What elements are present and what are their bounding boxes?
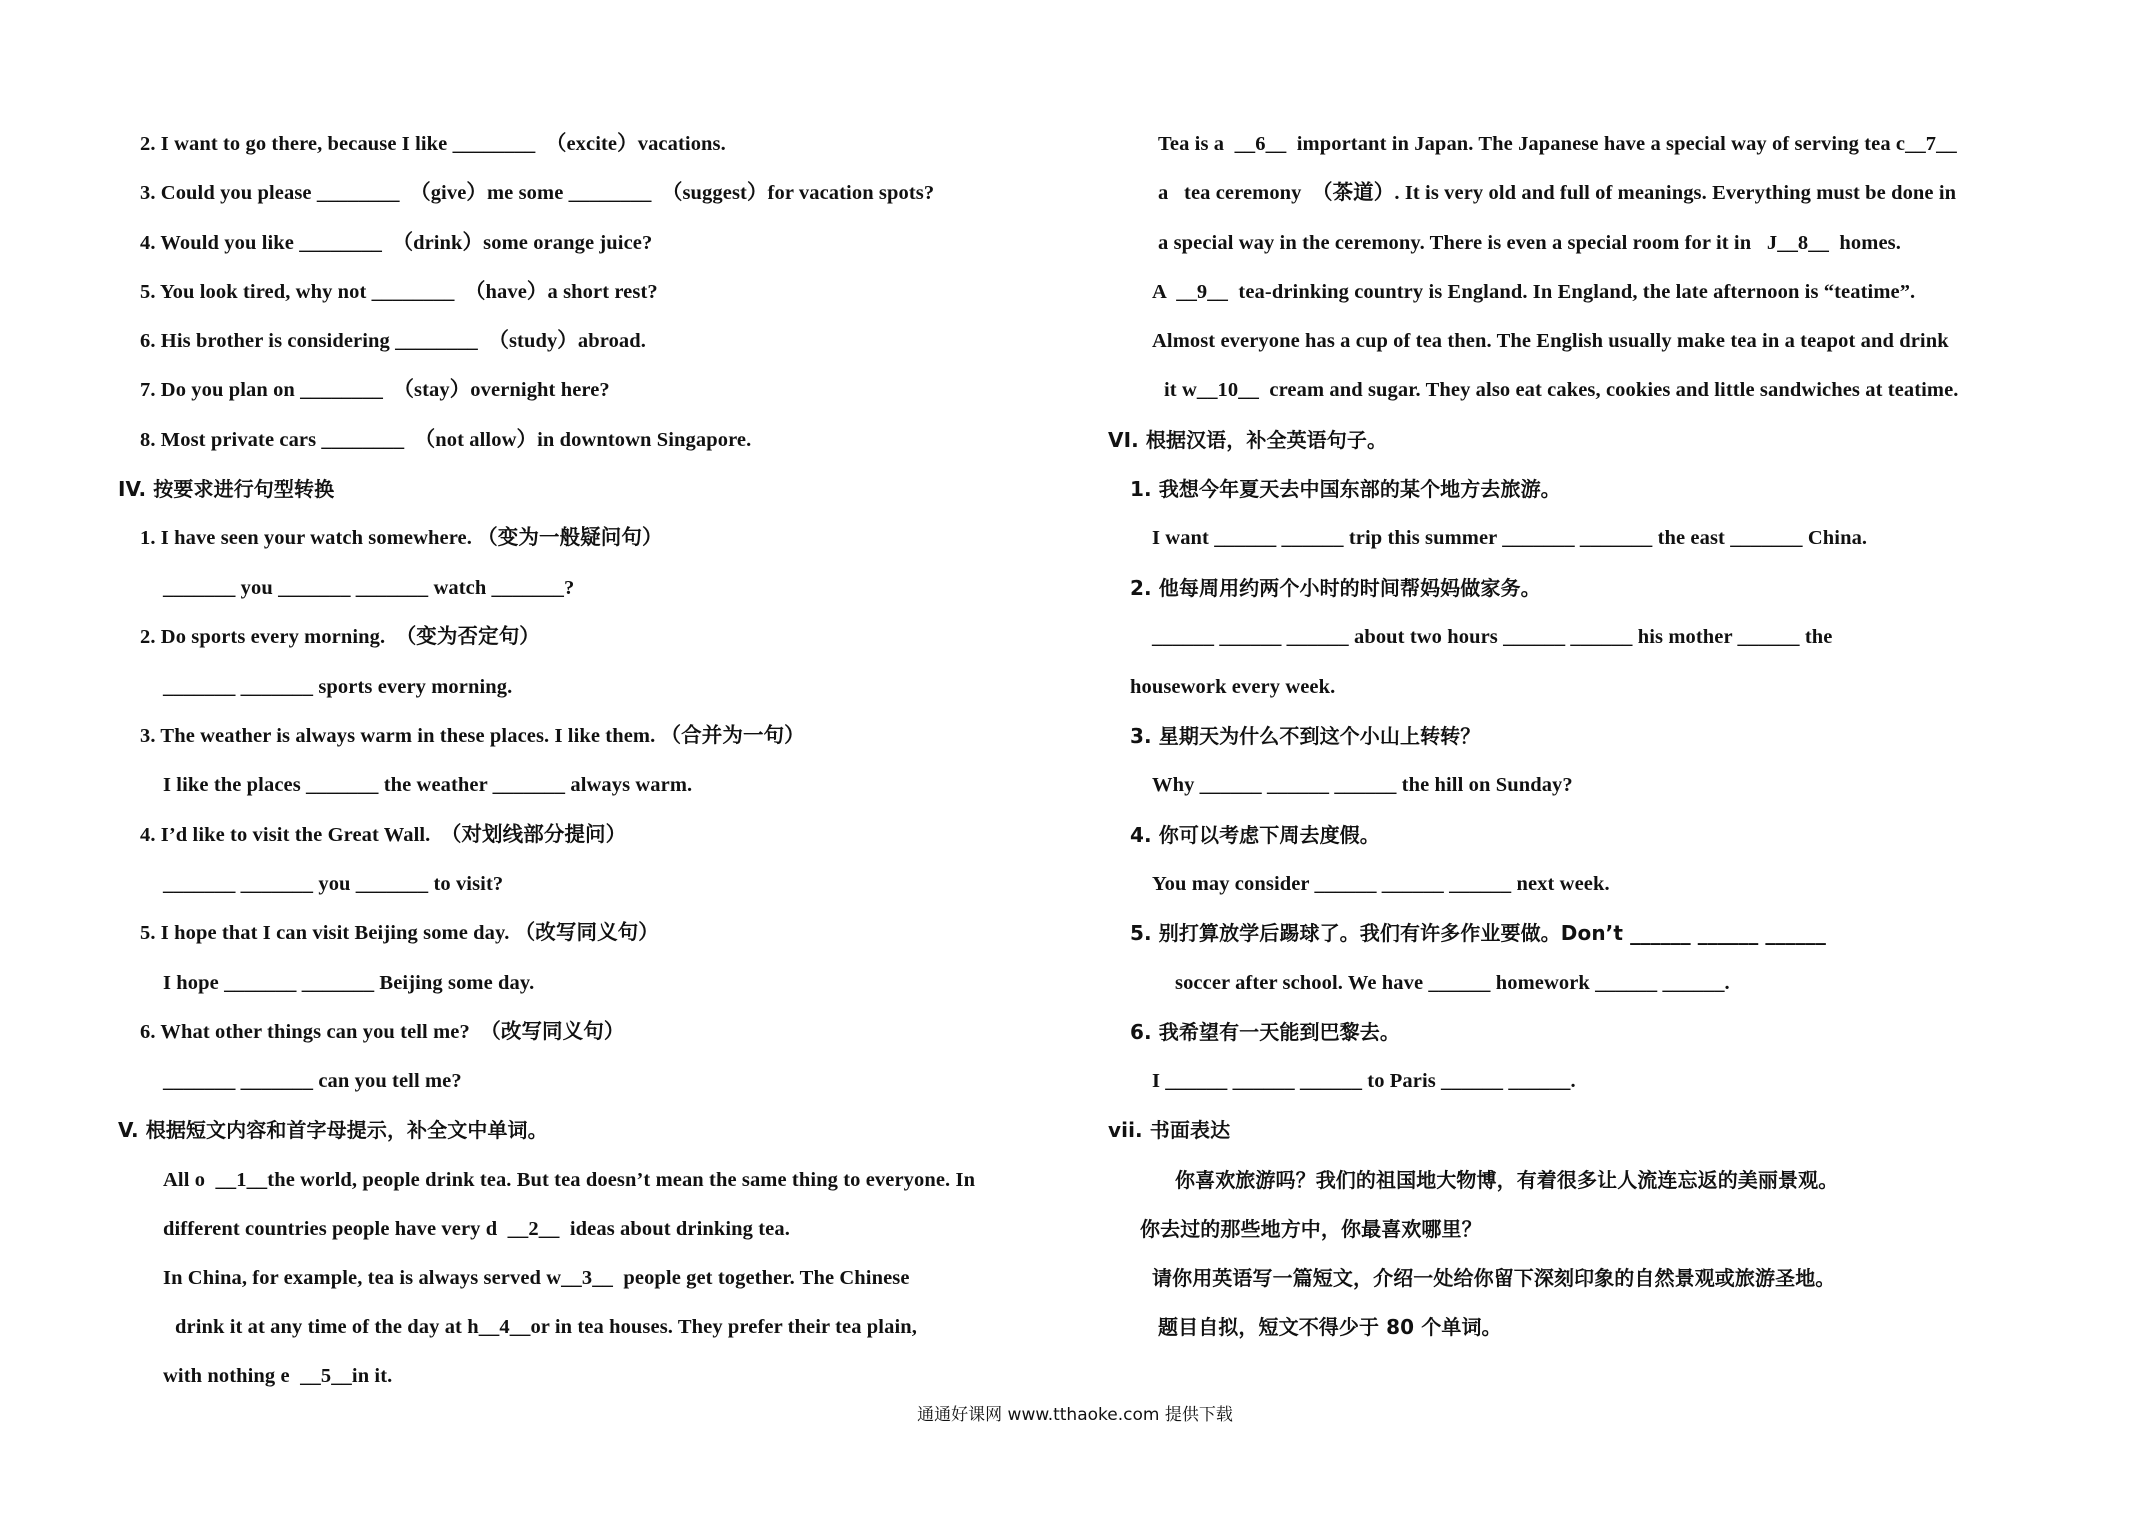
exercise-line: 5. 别打算放学后踢球了。我们有许多作业要做。Don’t ______ ______ ______ <box>1130 921 1827 945</box>
passage-line: A __9__ tea-drinking country is England. In England, the late afternoon is “teatime”. <box>1152 281 1916 303</box>
answer-line: I hope _______ _______ Beijing some day. <box>163 972 535 994</box>
passage-line: different countries people have very d __2__ ideas about drinking tea. <box>163 1218 790 1240</box>
writing-prompt-line: 你去过的那些地方中，你最喜欢哪里？ <box>1140 1217 1482 1241</box>
writing-prompt-line: 请你用英语写一篇短文，介绍一处给你留下深刻印象的自然景观或旅游圣地。 <box>1152 1266 1836 1290</box>
exercise-line: 2. Do sports every morning. （变为否定句） <box>140 626 540 648</box>
page-footer: 通通好课网 www.tthaoke.com 提供下载 <box>917 1405 1233 1425</box>
writing-prompt-line: 题目自拟，短文不得少于 80 个单词。 <box>1158 1315 1502 1339</box>
exercise-line: 5. I hope that I can visit Beijing some day. （改写同义句） <box>140 922 659 944</box>
answer-line: _______ _______ you _______ to visit? <box>163 873 504 895</box>
passage-line: In China, for example, tea is always served w__3__ people get together. The Chinese <box>163 1267 910 1289</box>
passage-line: with nothing e __5__in it. <box>163 1365 393 1387</box>
passage-line: Almost everyone has a cup of tea then. The English usually make tea in a teapot and drink <box>1152 330 1949 352</box>
answer-line: I want ______ ______ trip this summer _______ _______ the east _______ China. <box>1152 527 1868 549</box>
exercise-line: 3. The weather is always warm in these places. I like them. （合并为一句） <box>140 725 805 747</box>
passage-line: All o __1__the world, people drink tea. But tea doesn’t mean the same thing to everyone. In <box>163 1169 976 1191</box>
answer-line: ______ ______ ______ about two hours ______ ______ his mother ______ the <box>1152 626 1833 648</box>
exercise-line: 4. I’d like to visit the Great Wall. （对划线部分提问） <box>140 824 627 846</box>
exercise-line: 6. What other things can you tell me? （改写同义句） <box>140 1021 625 1043</box>
writing-prompt-line: 你喜欢旅游吗？我们的祖国地大物博，有着很多让人流连忘返的美丽景观。 <box>1175 1168 1839 1192</box>
passage-line: a special way in the ceremony. There is even a special room for it in J__8__ homes. <box>1158 232 1901 254</box>
answer-line: _______ you _______ _______ watch _______? <box>163 577 575 599</box>
answer-line: housework every week. <box>1130 676 1336 698</box>
exercise-line: 6. His brother is considering ________ （study）abroad. <box>140 330 647 352</box>
section-heading-iv: IV. 按要求进行句型转换 <box>118 477 335 501</box>
exercise-line: 4. 你可以考虑下周去度假。 <box>1130 823 1380 847</box>
answer-line: You may consider ______ ______ ______ next week. <box>1152 873 1610 895</box>
exercise-line: 2. 他每周用约两个小时的时间帮妈妈做家务。 <box>1130 576 1541 600</box>
exercise-line: 4. Would you like ________ （drink）some orange juice? <box>140 232 653 254</box>
exercise-line: 6. 我希望有一天能到巴黎去。 <box>1130 1020 1400 1044</box>
answer-line: I like the places _______ the weather _______ always warm. <box>163 774 693 796</box>
section-heading-v: V. 根据短文内容和首字母提示，补全文中单词。 <box>118 1118 548 1142</box>
passage-line: a tea ceremony （茶道）. It is very old and full of meanings. Everything must be done in <box>1158 182 1957 204</box>
exercise-line: 1. 我想今年夏天去中国东部的某个地方去旅游。 <box>1130 477 1561 501</box>
answer-line: _______ _______ can you tell me? <box>163 1070 462 1092</box>
exercise-line: 2. I want to go there, because I like ________ （excite）vacations. <box>140 133 726 155</box>
answer-line: I ______ ______ ______ to Paris ______ ______. <box>1152 1070 1576 1092</box>
exercise-line: 3. Could you please ________ （give）me some ________ （suggest）for vacation spots? <box>140 182 935 204</box>
answer-line: _______ _______ sports every morning. <box>163 676 513 698</box>
passage-line: it w__10__ cream and sugar. They also eat cakes, cookies and little sandwiches at teatime. <box>1164 379 1959 401</box>
exercise-line: 5. You look tired, why not ________ （have）a short rest? <box>140 281 658 303</box>
passage-line: Tea is a __6__ important in Japan. The Japanese have a special way of serving tea c__7__ <box>1158 133 1957 155</box>
passage-line: drink it at any time of the day at h__4__or in tea houses. They prefer their tea plain, <box>175 1316 917 1338</box>
section-heading-vii: vii. 书面表达 <box>1108 1118 1231 1142</box>
exercise-line: 7. Do you plan on ________ （stay）overnight here? <box>140 379 610 401</box>
exercise-line: 8. Most private cars ________ （not allow）in downtown Singapore. <box>140 429 752 451</box>
answer-line: soccer after school. We have ______ homework ______ ______. <box>1175 972 1730 994</box>
section-heading-vi: VI. 根据汉语，补全英语句子。 <box>1108 428 1388 452</box>
exercise-line: 3. 星期天为什么不到这个小山上转转？ <box>1130 724 1481 748</box>
exercise-line: 1. I have seen your watch somewhere. （变为一般疑问句） <box>140 527 663 549</box>
answer-line: Why ______ ______ ______ the hill on Sunday? <box>1152 774 1573 796</box>
